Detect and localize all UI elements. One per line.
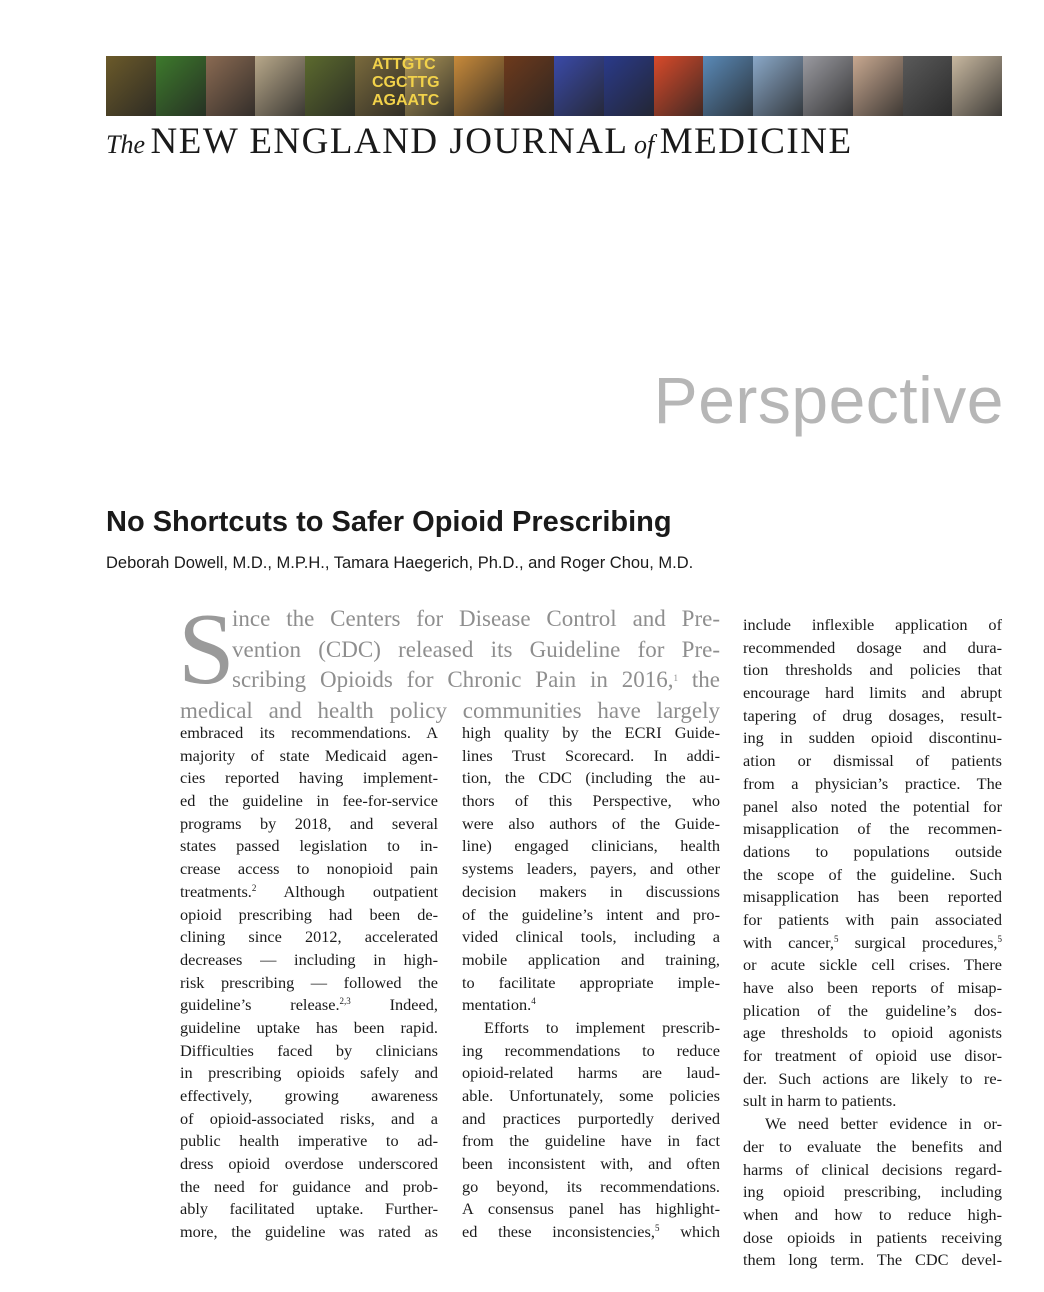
body-line: thors of this Perspective, who [462,791,720,811]
masthead-of: of [633,130,655,159]
reference-marker: 1 [673,673,679,683]
journal-masthead [106,120,1006,166]
body-line: or acute sickle cell crises. There [743,955,1002,975]
body-line: risk prescribing — followed the [180,972,438,992]
banner-image-tile [305,56,355,116]
body-line: majority of state Medicaid agen- [180,745,438,765]
body-line: misapplication has been reported [743,887,1002,907]
body-line: ation or dismissal of patients [743,751,1002,771]
banner-image-tile [952,56,1002,116]
body-line: guideline uptake has been rapid. [180,1017,438,1037]
body-line: when and how to reduce high- [743,1204,1002,1224]
banner-image-tile [604,56,654,116]
body-column-1 [180,722,438,1244]
body-line: high quality by the ECRI Guide- [462,723,720,742]
body-line: lines Trust Scorecard. In addi- [462,745,720,765]
body-line: decreases — including in high- [180,949,438,969]
body-line: opioid-related harms are laud- [462,1063,720,1083]
body-line: misapplication of the recommen- [743,819,1002,839]
body-line: the scope of the guideline. Such [743,864,1002,884]
body-line: go beyond, its recommendations. [462,1176,720,1196]
banner-image-tile [255,56,305,116]
lede-text: the [691,667,720,692]
body-line: ably facilitated uptake. Further- [180,1199,438,1219]
body-line: public health imperative to ad- [180,1131,438,1151]
masthead-image-banner [106,56,1002,116]
body-line: der. Such actions are likely to re- [743,1068,1002,1088]
body-text: guideline’s release. [180,995,340,1015]
article-title: No Shortcuts to Safer Opioid Prescribing [106,506,672,538]
body-line: have also been reports of misap- [743,978,1002,997]
dna-sequence-tile [370,56,440,116]
dna-line: ATTGTC [372,56,436,73]
reference-marker: 2 [251,882,257,893]
lede-line: vention (CDC) released its Guideline for Pre- [232,636,720,662]
body-line: der to evaluate the benefits and [743,1136,1002,1156]
body-line: systems leaders, payers, and other [462,859,720,879]
banner-image-tile [504,56,554,116]
body-text: mentation. [462,995,532,1015]
body-line: effectively, growing awareness [180,1086,438,1105]
body-line: sult in harm to patients. [743,1091,897,1111]
body-line: Difficulties faced by clinicians [180,1040,438,1060]
reference-marker: 4 [531,996,536,1007]
banner-image-tile [654,56,704,116]
body-line: ing recommendations to reduce [462,1040,720,1060]
masthead-title-part2: MEDICINE [659,121,853,162]
body-line: states passed legislation to in- [180,836,438,856]
body-line: ing opioid prescribing, including [743,1182,1002,1202]
body-line: vided clinical tools, including a [462,927,720,947]
body-line: plication of the guideline’s dos- [743,1000,1002,1020]
body-text: Although outpatient [283,881,438,901]
body-text: treatments. [180,881,252,901]
body-line: for patients with pain associated [743,909,1002,929]
body-line [743,932,1002,955]
banner-image-tile [753,56,803,116]
masthead-title-part1: NEW ENGLAND JOURNAL [150,121,629,162]
body-line: tion thresholds and policies that [743,660,1002,680]
body-line: harms of clinical decisions regard- [743,1159,1002,1179]
body-line: Efforts to implement prescrib- [484,1017,720,1037]
lede-line: ince the Centers for Disease Control and Pre- [232,606,720,631]
body-line: A consensus panel has highlight- [462,1199,720,1219]
body-line: for treatment of opioid use disor- [743,1046,1002,1066]
body-line: tion, the CDC (including the au- [462,768,720,788]
lede-text: scribing Opioids for Chronic Pain in 2016, [232,667,674,692]
reference-marker: 5 [997,933,1002,944]
body-line: opioid prescribing had been de- [180,904,438,924]
body-line: recommended dosage and dura- [743,637,1002,657]
banner-image-tile [206,56,256,116]
body-column-2 [462,722,720,1244]
body-line: crease access to nonopioid pain [180,859,438,879]
body-line [180,994,438,1017]
body-line: ing in sudden opioid discontinu- [743,728,1002,748]
body-line [462,994,720,1017]
body-line: dress opioid overdose underscored [180,1154,438,1174]
body-line: mobile application and training, [462,949,720,969]
banner-image-tile [853,56,903,116]
article-lede [180,604,720,726]
body-line: dose opioids in patients receiving [743,1227,1002,1247]
body-line: ed the guideline in fee-for-service [180,791,438,811]
body-line: line) engaged clinicians, health [462,836,720,856]
body-line: panel also noted the potential for [743,796,1002,816]
body-line: of the guideline’s intent and pro- [462,904,720,924]
body-line: them long term. The CDC devel- [743,1250,1002,1270]
body-line [180,881,438,904]
section-label: Perspective [653,363,1004,437]
body-line: embraced its recommendations. A [180,723,438,742]
body-line: tapering of drug dosages, result- [743,705,1002,725]
body-column-3 [743,614,1002,1272]
dna-line: AGAATC [372,92,440,109]
reference-marker: 2,3 [339,996,351,1007]
body-text: surgical procedures, [854,932,998,952]
reference-marker: 5 [654,1223,660,1234]
banner-image-tile [554,56,604,116]
lede-line: medical and health policy communities have largely [180,697,720,723]
reference-marker: 5 [833,933,839,944]
body-line: able. Unfortunately, some policies [462,1086,720,1105]
body-line [462,1221,720,1244]
banner-image-tile [454,56,504,116]
body-line: more, the guideline was rated as [180,1222,438,1242]
body-line: clining since 2012, accelerated [180,927,438,947]
body-text: with cancer, [743,932,834,952]
body-text: Indeed, [389,995,438,1015]
banner-image-tile [903,56,953,116]
article-authors: Deborah Dowell, M.D., M.P.H., Tamara Haegerich, Ph.D., and Roger Chou, M.D. [106,554,694,572]
banner-image-tile [803,56,853,116]
body-text: ed these inconsistencies, [462,1222,655,1242]
body-line: dations to populations outside [743,841,1002,861]
body-line: from the guideline have in fact [462,1131,720,1151]
masthead-the: The [106,130,145,159]
body-line: to facilitate appropriate imple- [462,972,720,992]
drop-cap: S [178,593,235,706]
body-line: age thresholds to opioid agonists [743,1023,1002,1043]
banner-image-tile [156,56,206,116]
body-line: include inflexible application of [743,615,1002,634]
body-line: of opioid-associated risks, and a [180,1108,438,1128]
body-line: in prescribing opioids safely and [180,1063,438,1083]
body-line: from a physician’s practice. The [743,773,1002,793]
dna-line: CGCTTG [372,74,440,91]
body-line: were also authors of the Guide- [462,813,720,833]
body-line: We need better evidence in or- [765,1114,1002,1134]
body-line: programs by 2018, and several [180,813,438,833]
lede-line [180,665,720,696]
banner-image-tile [106,56,156,116]
body-line: decision makers in discussions [462,881,720,901]
body-line: the need for guidance and prob- [180,1176,438,1196]
body-line: been inconsistent with, and often [462,1154,720,1174]
body-text: which [680,1222,720,1242]
banner-image-tile [703,56,753,116]
body-line: cies reported having implement- [180,768,438,788]
body-line: and practices purportedly derived [462,1108,720,1128]
body-line: encourage hard limits and abrupt [743,683,1002,703]
